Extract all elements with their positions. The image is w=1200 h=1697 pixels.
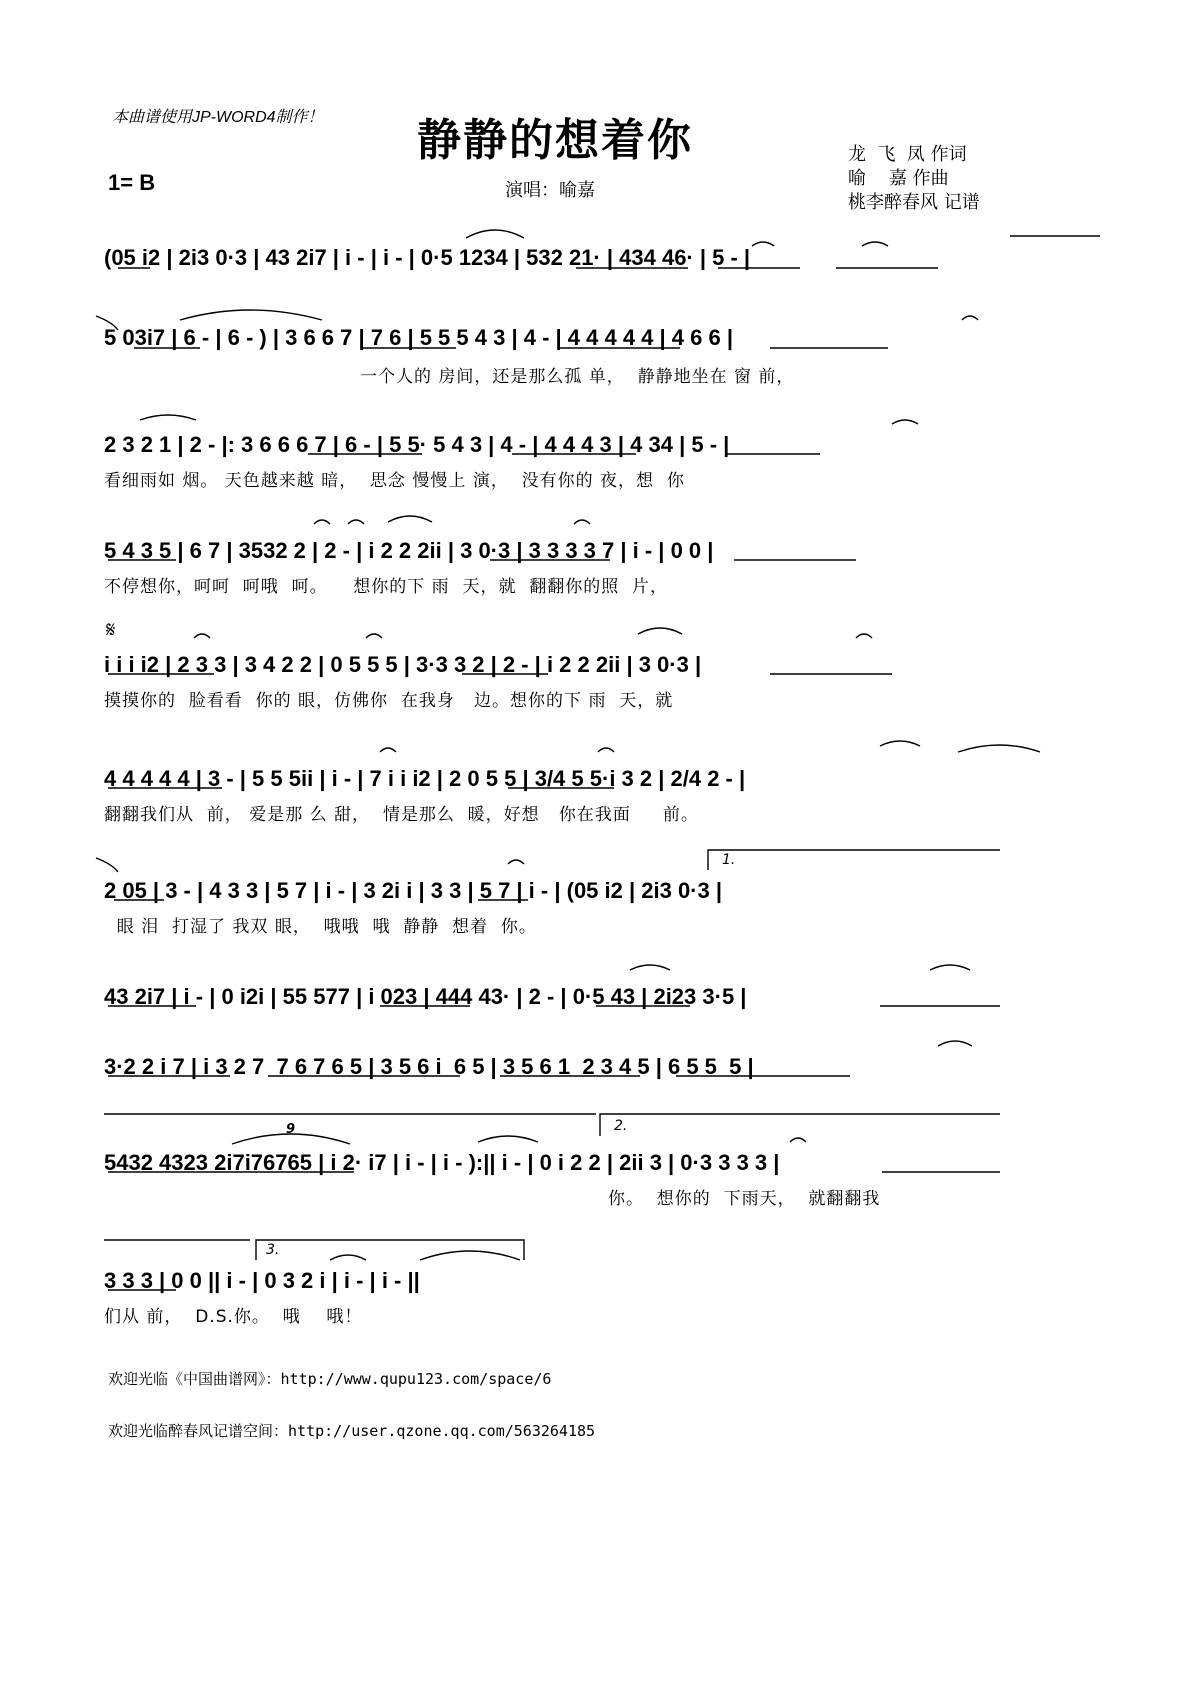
tie-slur <box>232 1134 350 1144</box>
key-signature: 1= B <box>108 170 156 195</box>
lyrics-system-3: 看细雨如 烟。 天色越来越 暗， 思念 慢慢上 演， 没有你的 夜，想 你 <box>104 471 685 491</box>
transcriber-credit: 桃李醉春风 记谱 <box>848 192 980 213</box>
tie-slur <box>958 745 1040 752</box>
lyrics-system-4: 不停想你，呵呵 呵哦 呵。 想你的下 雨 天，就 翻翻你的照 片， <box>104 577 669 597</box>
lyrics-system-10: 你。 想你的 下雨天， 就翻翻我 <box>608 1189 881 1209</box>
lyrics-system-5: 摸摸你的 脸看看 你的 眼，仿佛你 在我身 边。想你的下 雨 天，就 <box>104 691 674 711</box>
tie-slur <box>388 516 432 522</box>
tie-slur <box>348 520 364 524</box>
tie-slur <box>194 634 210 638</box>
volta-bracket <box>600 1114 1000 1136</box>
tie-slur <box>856 634 872 638</box>
tie-slur <box>790 1138 806 1142</box>
notation-system-6: 4 4 4 4 4 | 3 - | 5 5 5ii | i - | 7 i i i2 | 2 0 5 5 | 3/4 5 5·i 3 2 | 2/4 2 - | <box>104 766 746 791</box>
volta-1-label: 1. <box>722 852 736 868</box>
lyricist-credit: 龙 飞 凤 作词 <box>848 144 967 165</box>
lyrics-system-6: 翻翻我们从 前， 爱是那 么 甜， 情是那么 暖，好想 你在我面 前。 <box>104 805 699 825</box>
lyrics-system-2: 一个人的 房间，还是那么孤 单， 静静地坐在 窗 前， <box>360 367 795 387</box>
tie-slur <box>630 965 670 970</box>
tie-slur <box>508 860 524 864</box>
lyrics-system-7: 眼 泪 打湿了 我双 眼， 哦哦 哦 静静 想着 你。 <box>104 917 537 937</box>
notation-system-10: 5432 4323 2i7i76765 | i 2· i7 | i - | i - ):|| i - | 0 i 2 2 | 2ii 3 | 0·3 3 3 3 | <box>104 1150 780 1175</box>
tie-slur <box>466 230 524 238</box>
tie-slur <box>752 242 774 246</box>
volta-bracket <box>256 1240 524 1260</box>
tie-slur <box>314 520 330 524</box>
software-note: 本曲谱使用JP-WORD4制作！ <box>112 109 324 126</box>
page-title: 静静的想着你 <box>417 115 693 166</box>
composer-credit: 喻 嘉 作曲 <box>848 168 949 189</box>
tie-slur <box>330 1255 366 1260</box>
tie-slur <box>140 415 196 420</box>
notation-system-5: i i i i2 | 2 3 3 | 3 4 2 2 | 0 5 5 5 | 3·3 3 2 | 2 - | i 2 2 2ii | 3 0·3 | <box>104 652 702 677</box>
notation-system-8: 43 2i7 | i - | 0 i2i | 55 577 | i 023 | 444 43· | 2 - | 0·5 43 | 2i23 3·5 | <box>104 984 747 1009</box>
footer-link-qupu[interactable]: 欢迎光临《中国曲谱网》：http://www.qupu123.com/space/6 <box>108 1370 552 1388</box>
volta-2-label: 2. <box>614 1118 628 1134</box>
tie-slur <box>420 1251 520 1260</box>
tie-slur <box>478 1136 538 1142</box>
singer-credit: 演唱：喻嘉 <box>505 180 595 201</box>
notation-system-11: 3 3 3 | 0 0 || i - | 0 3 2 i | i - | i - || <box>104 1268 420 1293</box>
notation-system-1: (05 i2 | 2i3 0·3 | 43 2i7 | i - | i - | 0·5 1234 | 532 21· | 434 46· | 5 - | <box>104 245 751 270</box>
tie-slur <box>892 420 918 424</box>
tie-slur <box>880 741 920 746</box>
tie-slur <box>938 1041 972 1046</box>
tie-slur <box>96 316 118 330</box>
lyrics-system-11: 们从 前， D.S.你。 哦 哦！ <box>104 1307 363 1327</box>
volta-3-label: 3. <box>266 1242 280 1258</box>
tie-slur <box>180 310 322 320</box>
tie-slur <box>574 520 590 524</box>
tie-slur <box>380 748 396 752</box>
notation-system-4: 5 4 3 5 | 6 7 | 3532 2 | 2 - | i 2 2 2ii | 3 0·3 | 3 3 3 3 7 | i - | 0 0 | <box>104 538 714 563</box>
volta-bracket <box>708 850 1000 870</box>
tie-slur <box>366 634 382 638</box>
tie-slur <box>598 748 614 752</box>
notation-system-7: 2 05 | 3 - | 4 3 3 | 5 7 | i - | 3 2i i | 3 3 | 5 7 | i - | (05 i2 | 2i3 0·3 | <box>104 878 723 903</box>
footer-link-qzone[interactable]: 欢迎光临醉春风记谱空间：http://user.qzone.qq.com/563264185 <box>108 1422 596 1440</box>
notation-system-9: 3·2 2 i 7 | i 3 2 7 7 6 7 6 5 | 3 5 6 i 6 5 | 3 5 6 1 2 3 4 5 | 6 5 5 5 | <box>104 1054 754 1079</box>
tie-slur <box>930 965 970 970</box>
tie-slur <box>638 628 682 634</box>
notation-system-2: 5 03i7 | 6 - | 6 - ) | 3 6 6 7 | 7 6 | 5 5 5 4 3 | 4 - | 4 4 4 4 4 | 4 6 6 | <box>104 325 733 350</box>
tuplet-9-label: 9 <box>286 1122 296 1137</box>
tie-slur <box>96 858 118 872</box>
tie-slur <box>862 242 888 246</box>
notation-system-3: 2 3 2 1 | 2 - |: 3 6 6 6 7 | 6 - | 5 5· 5 4 3 | 4 - | 4 4 4 3 | 4 34 | 5 - | <box>104 432 730 457</box>
segno-sign: 𝄋 <box>106 618 116 643</box>
tie-slur <box>962 316 978 320</box>
